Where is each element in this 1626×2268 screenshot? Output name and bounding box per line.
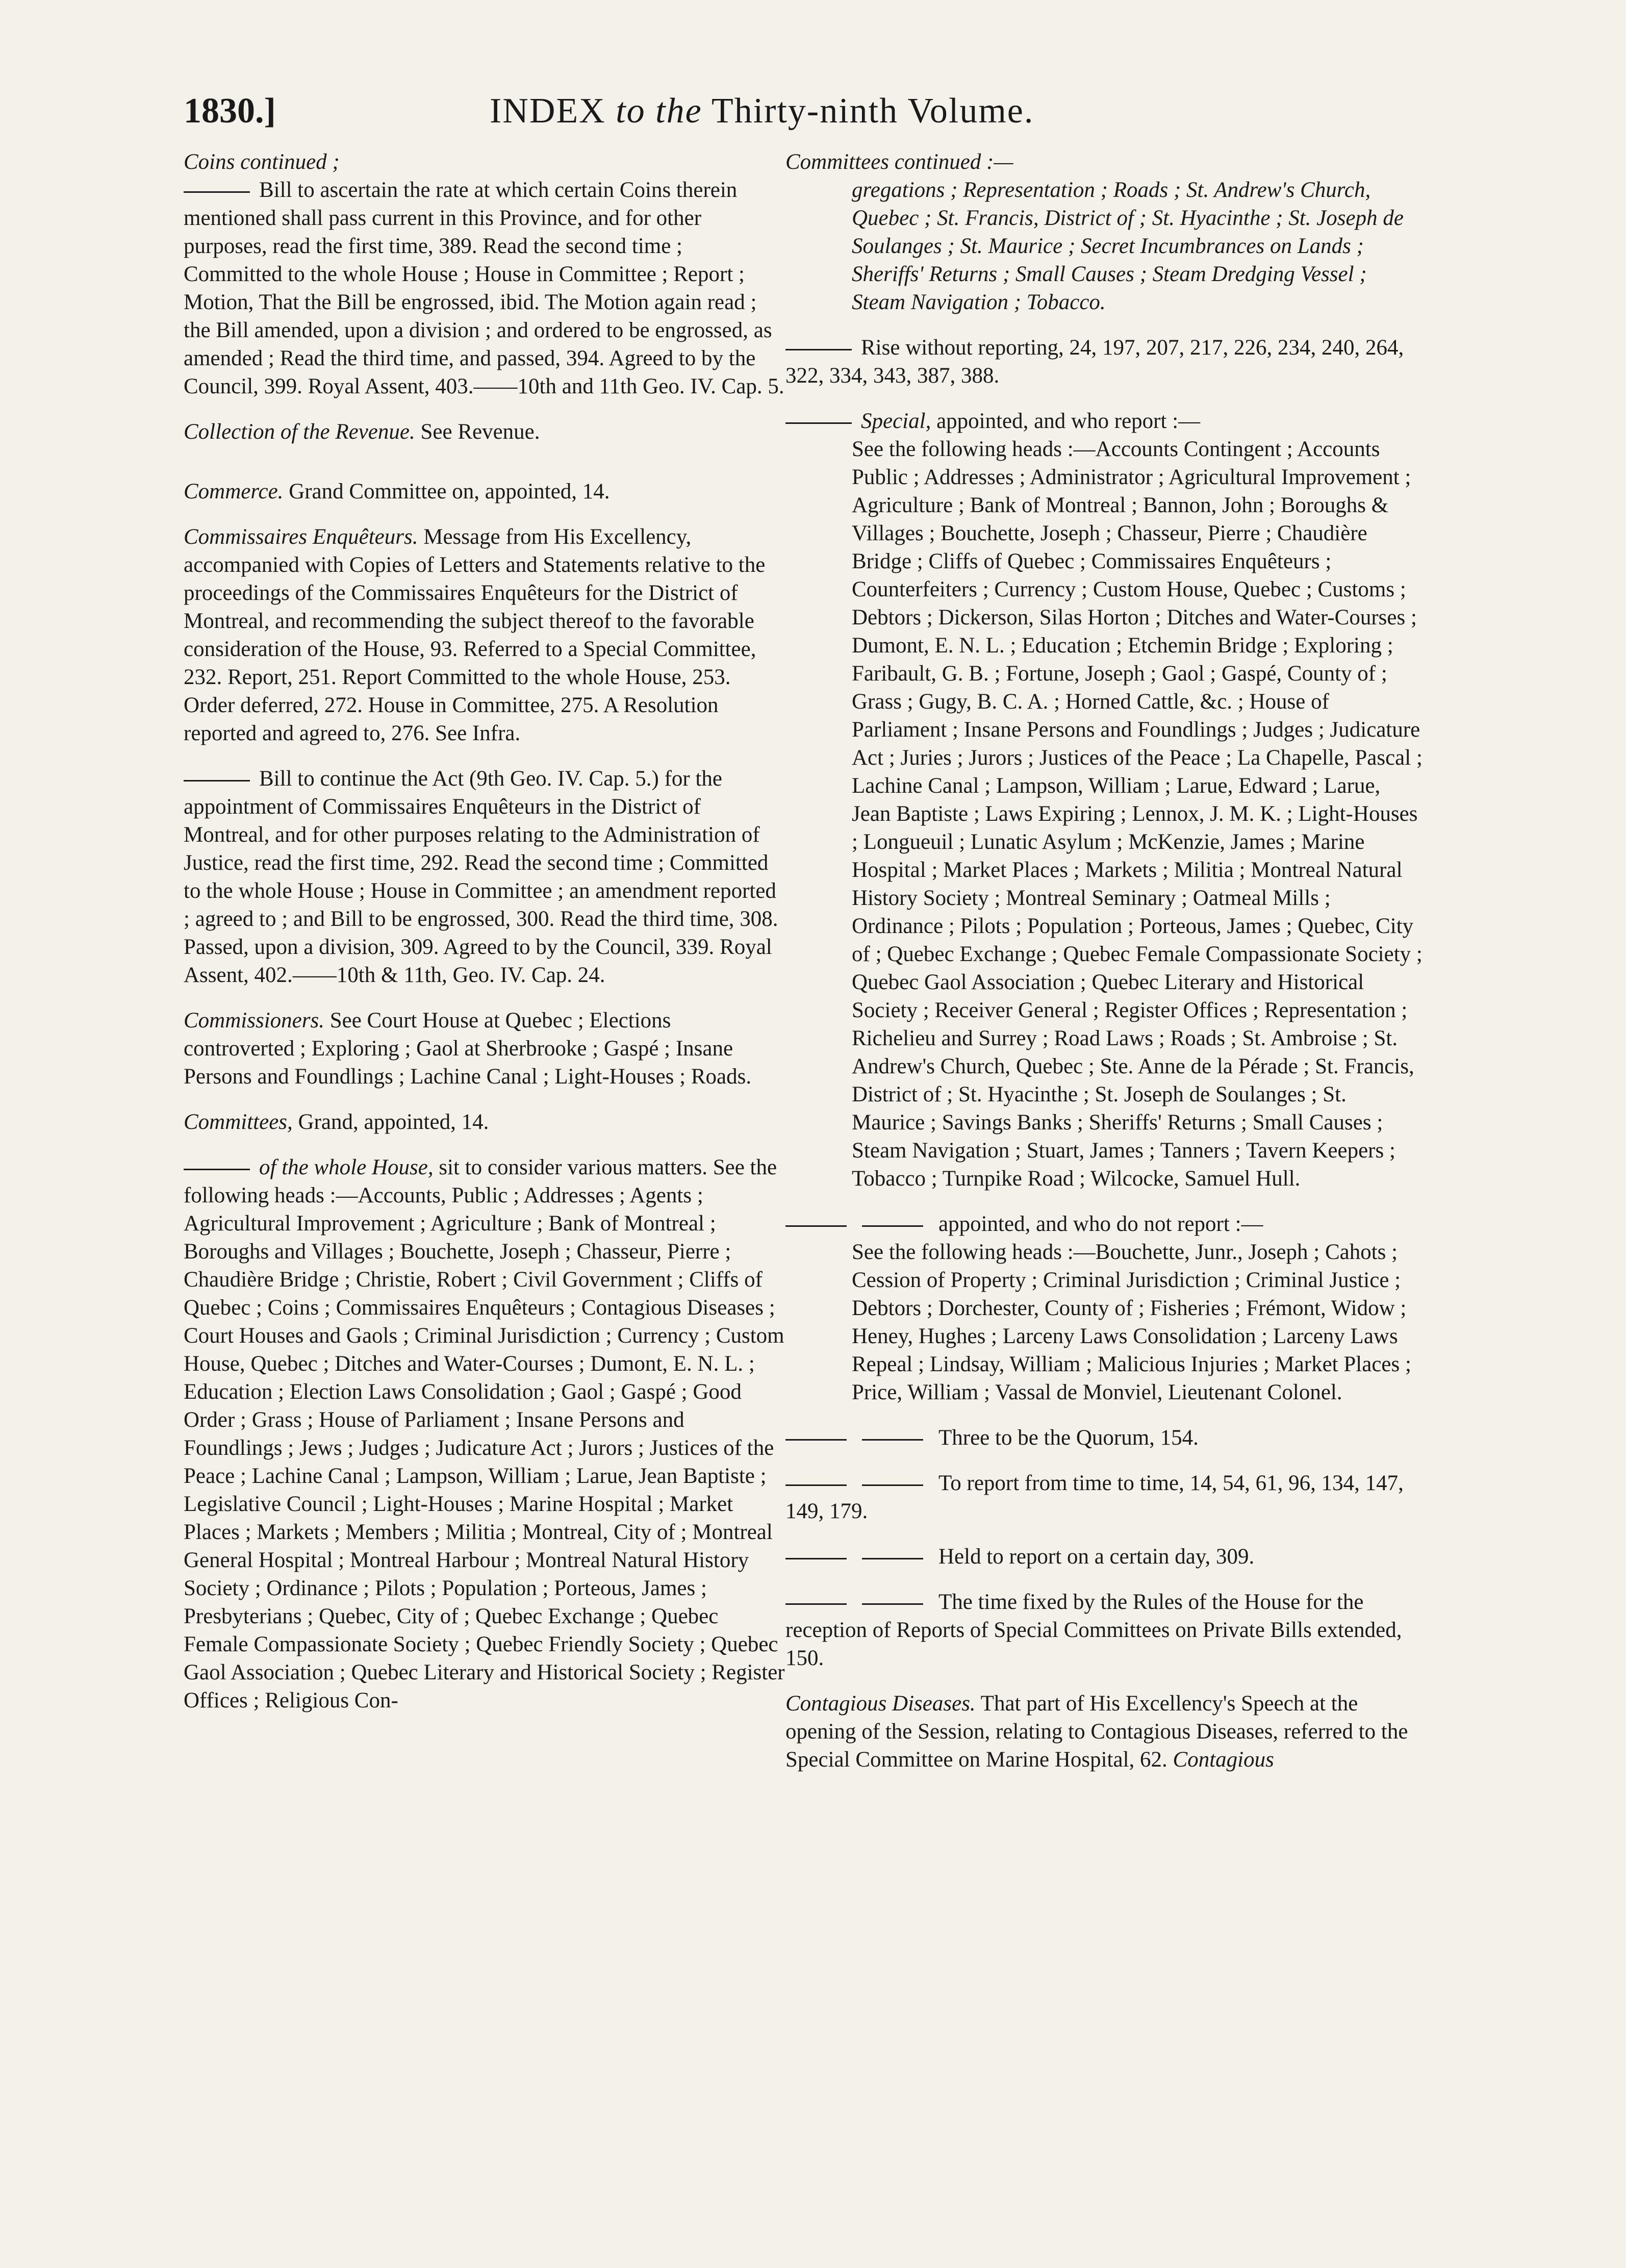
commissaires-bill-text: Bill to continue the Act (9th Geo. IV. Cap. 5.) for the appointment of Commissaires Enquêteurs in the District of Montreal, and for other purposes relating to the Administration of Justice, read the first time, 292. Read the second time ; Committed to the whole House ; House in Committee ; an amendment reported ; agreed to ; and Bill to be engrossed, 300. Read the third time, 308. Passed, upon a division, 309. Agreed to by the Council, 339. Royal Assent, 402.——10th & 11th, Geo. IV. Cap. 24. xyxy=(184,767,778,987)
time-fixed-text: The time fixed by the Rules of the House for the reception of Reports of Special Committees on Private Bills extended, 150. xyxy=(785,1590,1402,1670)
special-see: See the following heads :—Accounts Contingent ; Accounts Public ; Addresses ; Administrator ; Agricultural Improvement ; Agriculture ; Bank of Montreal ; Bannon, John ; Boroughs & Villages ; Bouchette, Joseph ; Chasseur, Pierre ; Chaudière Bridge ; Cliffs of Quebec ; Commissaires Enquêteurs ; Counterfeiters ; Currency ; Custom House, Quebec ; Customs ; Debtors ; Dickerson, Silas Horton ; Ditches and Water-Courses ; Dumont, E. N. L. ; Education ; Etchemin Bridge ; Exploring ; Faribault, G. B. ; Fortune, Joseph ; Gaol ; Gaspé, County of ; Grass ; Gugy, B. C. A. ; Horned Cattle, &c. ; House of Parliament ; Insane Persons and Foundlings ; Judges ; Judicature Act ; Juries ; Jurors ; Justices of the Peace ; La Chapelle, Pascal ; Lachine Canal ; Lampson, William ; Larue, Edward ; Larue, Jean Baptiste ; Laws Expiring ; Lennox, J. M. K. ; Light-Houses ; Longueuil ; Lunatic Asylum ; McKenzie, James ; Marine Hospital ; Market Places ; Markets ; Militia ; Montreal Natural History Society ; Montreal Seminary ; Oatmeal Mills ; Ordinance ; Pilots ; Population ; Porteous, James ; Quebec, City of ; Quebec Exchange ; Quebec Female Compassionate Society ; Quebec Gaol Association ; Quebec Literary and Historical Society ; Receiver General ; Register Offices ; Representation ; Richelieu and Surrey ; Road Laws ; Roads ; St. Ambroise ; St. Andrew's Church, Quebec ; Ste. Anne de la Pérade ; St. Francis, District of ; St. Hyacinthe ; St. Joseph de Soulanges ; St. Maurice ; Savings Banks ; Sheriffs' Returns ; Small Causes ; Steam Navigation ; Stuart, James ; Tanners ; Tavern Keepers ; Tobacco ; Turnpike Road ; Wilcocke, Samuel Hull. xyxy=(852,437,1422,1191)
committees-entry xyxy=(184,1108,785,1136)
report-time-text: To report from time to time, 14, 54, 61, 96, 134, 147, 149, 179. xyxy=(785,1471,1404,1523)
page-year: 1830.] xyxy=(184,91,276,131)
dash-rule xyxy=(184,780,250,782)
commissaires-label: Commissaires Enquêteurs. xyxy=(184,525,418,549)
title-rest: Thirty-ninth Volume. xyxy=(711,91,1034,131)
commerce-text: Grand Committee on, appointed, 14. xyxy=(289,480,610,503)
not-report-entry xyxy=(785,1210,1423,1406)
commissaires-entry xyxy=(184,523,785,747)
committees-cont-text: gregations ; Representation ; Roads ; St. Andrew's Church, Quebec ; St. Francis, District of ; St. Hyacinthe ; St. Joseph de Soulanges ; St. Maurice ; Secret Incumbrances on Lands ; Sheriffs' Returns ; Small Causes ; Steam Dredging Vessel ; Steam Navigation ; Tobacco. xyxy=(852,178,1404,314)
committees-cont-entry xyxy=(785,148,1423,316)
time-fixed-entry xyxy=(785,1588,1423,1672)
contagious-entry xyxy=(785,1690,1423,1774)
whole-house-text: sit to consider various matters. See the following heads :—Accounts, Public ; Addresses ; Agents ; Agricultural Improvement ; Agriculture ; Bank of Montreal ; Boroughs and Villages ; Bouchette, Joseph ; Chasseur, Pierre ; Chaudière Bridge ; Christie, Robert ; Civil Government ; Cliffs of Quebec ; Coins ; Commissaires Enquêteurs ; Contagious Diseases ; Court Houses and Gaols ; Criminal Jurisdiction ; Currency ; Custom House, Quebec ; Ditches and Water-Courses ; Dumont, E. N. L. ; Education ; Election Laws Consolidation ; Gaol ; Gaspé ; Good Order ; Grass ; House of Parliament ; Insane Persons and Foundlings ; Jews ; Judges ; Judicature Act ; Jurors ; Justices of the Peace ; Lachine Canal ; Lampson, William ; Larue, Jean Baptiste ; Legislative Council ; Light-Houses ; Marine Hospital ; Market Places ; Markets ; Members ; Militia ; Montreal, City of ; Montreal General Hospital ; Montreal Harbour ; Montreal Natural History Society ; Ordinance ; Pilots ; Population ; Porteous, James ; Presbyterians ; Quebec, City of ; Quebec Exchange ; Quebec Female Compassionate Society ; Quebec Friendly Society ; Quebec Gaol Association ; Quebec Literary and Historical Society ; Register Offices ; Religious Con- xyxy=(184,1155,785,1712)
committees-label: Committees, xyxy=(184,1110,293,1134)
dash-rule xyxy=(785,1439,847,1441)
coins-bill-text: Bill to ascertain the rate at which certain Coins therein mentioned shall pass current in this Province, and for other purposes, read the first time, 389. Read the second time ; Committed to the whole House ; House in Committee ; Report ; Motion, That the Bill be engrossed, ibid. The Motion again read ; the Bill amended, upon a division ; and ordered to be engrossed, as amended ; Read the third time, and passed, 394. Agreed to by the Council, 399. Royal Assent, 403.——10th and 11th Geo. IV. Cap. 5. xyxy=(184,178,784,398)
catchword: Contagious xyxy=(1173,1748,1274,1772)
collection-text: See Revenue. xyxy=(420,420,540,444)
quorum-entry xyxy=(785,1424,1423,1452)
commerce-label: Commerce. xyxy=(184,480,284,503)
dash-rule xyxy=(785,422,852,424)
commissaires-bill-entry xyxy=(184,765,785,989)
page-title xyxy=(490,91,1034,132)
rise-text: Rise without reporting, 24, 197, 207, 217, 226, 234, 240, 264, 322, 334, 343, 387, 388. xyxy=(785,336,1404,388)
commissaires-text: Message from His Excellency, accompanied with Copies of Letters and Statements relative to the proceedings of the Commissaires Enquêteurs for the District of Montreal, and recommending the subject thereof to the favorable consideration of the House, 93. Referred to a Special Committee, 232. Report, 251. Report Committed to the whole House, 253. Order deferred, 272. House in Committee, 275. A Resolution reported and agreed to, 276. See Infra. xyxy=(184,525,766,745)
rise-entry xyxy=(785,334,1423,390)
commissioners-text: See Court House at Quebec ; Elections controverted ; Exploring ; Gaol at Sherbrooke ; Gaspé ; Insane Persons and Foundlings ; Lachine Canal ; Light-Houses ; Roads. xyxy=(184,1009,752,1089)
special-text: appointed, and who report :— xyxy=(936,409,1201,433)
coins-heading: Coins continued ; xyxy=(184,150,340,174)
dash-rule xyxy=(184,1169,250,1170)
committees-text: Grand, appointed, 14. xyxy=(298,1110,489,1134)
not-report-see: See the following heads :—Bouchette, Junr., Joseph ; Cahots ; Cession of Property ; Criminal Jurisdiction ; Criminal Justice ; Debtors ; Dorchester, County of ; Fisheries ; Frémont, Widow ; Heney, Hughes ; Larceny Laws Consolidation ; Larceny Laws Repeal ; Lindsay, William ; Malicious Injuries ; Market Places ; Price, William ; Vassal de Monviel, Lieutenant Colonel. xyxy=(852,1240,1411,1404)
whole-house-label: of the whole House, xyxy=(259,1155,434,1179)
special-label: Special, xyxy=(861,409,931,433)
dash-rule xyxy=(862,1558,923,1559)
held-entry xyxy=(785,1543,1423,1571)
contagious-text: That part of His Excellency's Speech at the opening of the Session, relating to Contagious Diseases, referred to the Special Committee on Marine Hospital, 62. xyxy=(785,1692,1408,1772)
collection-entry xyxy=(184,418,785,446)
dash-rule xyxy=(785,1225,847,1227)
whole-house-entry xyxy=(184,1153,785,1715)
title-to: to the xyxy=(616,91,702,131)
commissioners-entry xyxy=(184,1006,785,1091)
held-text: Held to report on a certain day, 309. xyxy=(938,1545,1255,1569)
page-header xyxy=(184,91,1449,137)
dash-rule xyxy=(785,1603,847,1605)
dash-rule xyxy=(862,1439,923,1441)
committees-cont-heading: Committees continued :— xyxy=(785,150,1013,174)
collection-label: Collection of the Revenue. xyxy=(184,420,415,444)
dash-rule xyxy=(862,1603,923,1605)
dash-rule xyxy=(862,1484,923,1486)
dash-rule xyxy=(184,191,250,193)
dash-rule xyxy=(785,1484,847,1486)
left-column xyxy=(184,148,785,1732)
dash-rule xyxy=(785,1558,847,1559)
dash-rule xyxy=(862,1225,923,1227)
quorum-text: Three to be the Quorum, 154. xyxy=(938,1426,1199,1450)
right-column xyxy=(785,148,1423,1791)
contagious-label: Contagious Diseases. xyxy=(785,1692,976,1716)
report-time-entry xyxy=(785,1469,1423,1525)
title-index: INDEX xyxy=(490,91,606,131)
commerce-entry xyxy=(184,477,785,506)
commissioners-label: Commissioners. xyxy=(184,1009,324,1032)
not-report-text: appointed, and who do not report :— xyxy=(938,1212,1263,1236)
dash-rule xyxy=(785,349,852,350)
coins-bill xyxy=(184,176,785,400)
special-entry xyxy=(785,407,1423,1193)
coins-entry xyxy=(184,148,785,400)
